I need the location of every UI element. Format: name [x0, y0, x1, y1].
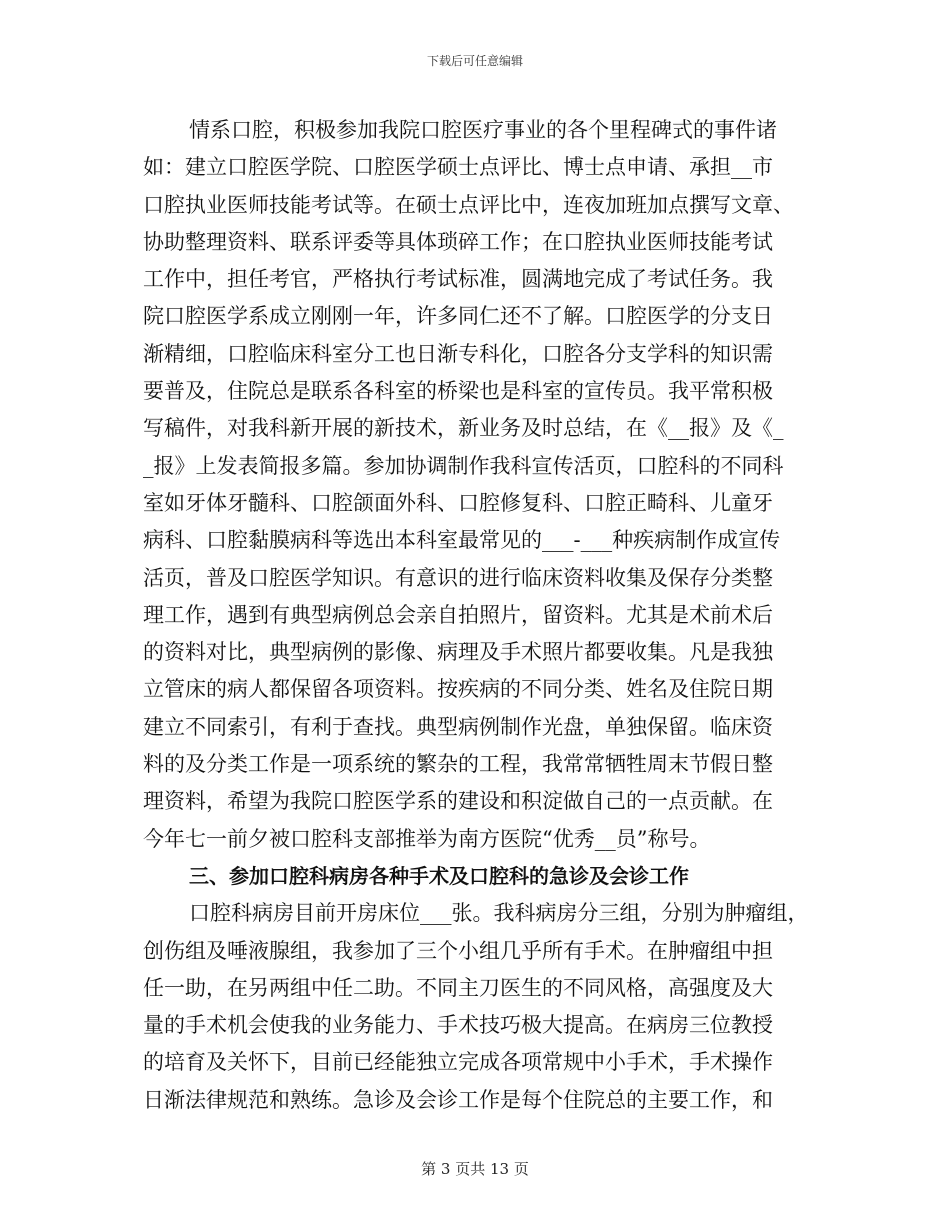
section-heading: 三、参加口腔科病房各种手术及口腔科的急诊及会诊工作: [189, 863, 689, 888]
body-text-line: 活页，普及口腔医学知识。有意识的进行临床资料收集及保存分类整: [143, 565, 773, 590]
body-text-line: 理资料，希望为我院口腔医学系的建设和积淀做自己的一点贡献。在: [143, 789, 773, 814]
body-text-line: 建立不同索引，有利于查找。典型病例制作光盘，单独保留。临床资: [143, 714, 773, 739]
body-text-line: 量的手术机会使我的业务能力、手术技巧极大提高。在病房三位教授: [143, 1013, 773, 1038]
body-text-line: 创伤组及唾液腺组，我参加了三个小组几乎所有手术。在肿瘤组中担: [143, 938, 773, 963]
body-text-line: 写稿件，对我科新开展的新技术，新业务及时总结，在《__报》及《_: [143, 416, 784, 441]
body-text-line: 室如牙体牙髓科、口腔颌面外科、口腔修复科、口腔正畸科、儿童牙: [143, 490, 773, 515]
body-text-line: 病科、口腔黏膜病科等选出本科室最常见的___-___种疾病制作成宣传: [143, 528, 781, 553]
body-text-line: 任一助，在另两组中任二助。不同主刀医生的不同风格，高强度及大: [143, 975, 773, 1000]
page-header: 下载后可任意编辑: [426, 54, 523, 68]
page-footer: 第 3 页共 13 页: [421, 1160, 529, 1178]
body-text-line: 日渐法律规范和熟练。急诊及会诊工作是每个住院总的主要工作，和: [143, 1087, 773, 1112]
document-body: [143, 112, 808, 1119]
body-text-line: 的资料对比，典型病例的影像、病理及手术照片都要收集。凡是我独: [143, 640, 773, 665]
body-text-line: 院口腔医学系成立刚刚一年，许多同仁还不了解。口腔医学的分支日: [143, 304, 773, 329]
body-text-line: 口腔执业医师技能考试等。在硕士点评比中，连夜加班加点撰写文章、: [143, 192, 794, 217]
body-text-line: 要普及，住院总是联系各科室的桥梁也是科室的宣传员。我平常积极: [143, 379, 773, 404]
body-text-line: 协助整理资料、联系评委等具体琐碎工作；在口腔执业医师技能考试: [143, 229, 773, 254]
body-text-line: 料的及分类工作是一项系统的繁杂的工程，我常常牺牲周末节假日整: [143, 752, 773, 777]
body-text-line: 理工作，遇到有典型病例总会亲自拍照片，留资料。尤其是术前术后: [143, 602, 773, 627]
body-text-line: 口腔科病房目前开房床位___张。我科病房分三组，分别为肿瘤组，: [189, 901, 809, 926]
body-text-line: 的培育及关怀下，目前已经能独立完成各项常规中小手术，手术操作: [143, 1050, 773, 1075]
body-text-line: _报》上发表简报多篇。参加协调制作我科宣传活页，口腔科的不同科: [143, 453, 784, 478]
body-text-line: 今年七一前夕被口腔科支部推举为南方医院“优秀__员”称号。: [143, 826, 711, 851]
body-text-line: 工作中，担任考官，严格执行考试标准，圆满地完成了考试任务。我: [143, 267, 773, 292]
body-text-line: 立管床的病人都保留各项资料。按疾病的不同分类、姓名及住院日期: [143, 677, 773, 702]
body-text-line: 如：建立口腔医学院、口腔医学硕士点评比、博士点申请、承担__市: [143, 155, 773, 180]
body-text-line: 情系口腔，积极参加我院口腔医疗事业的各个里程碑式的事件诸: [189, 118, 777, 142]
body-text-line: 渐精细，口腔临床科室分工也日渐专科化，口腔各分支学科的知识需: [143, 341, 773, 366]
